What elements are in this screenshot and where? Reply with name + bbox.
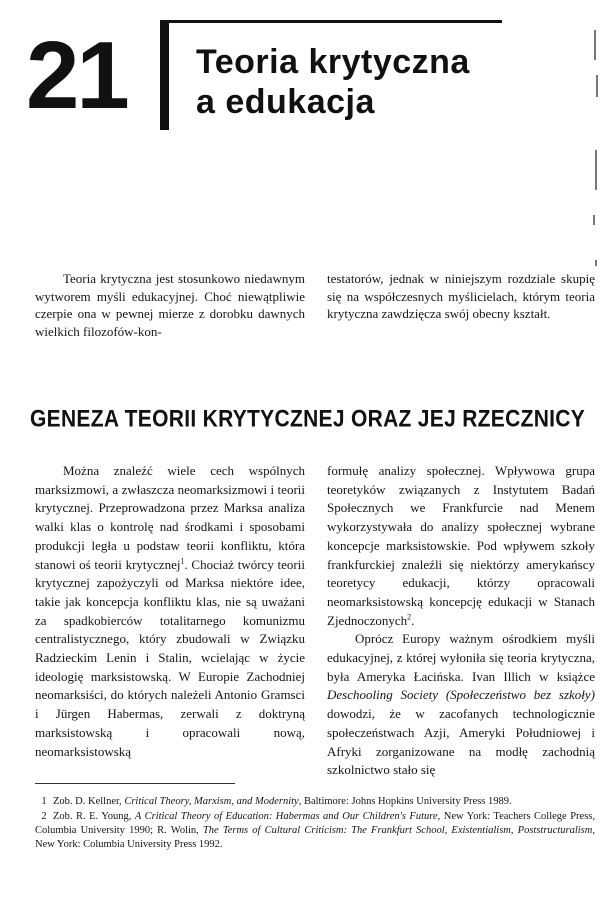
footnote-1-number: 1 xyxy=(41,796,47,807)
chapter-number: 21 xyxy=(26,22,127,129)
intro-left-column xyxy=(35,270,305,340)
body-paragraph-1-end-period: . xyxy=(411,612,415,628)
title-frame-horizontal xyxy=(160,20,502,23)
footnote-2-title-2: The Terms of Cultural Criticism: The Frankfurt School, Existentialism, Poststructuralism xyxy=(202,825,593,836)
footnote-2-pre: Zob. R. E. Young, xyxy=(53,811,135,822)
intro-paragraph-end: testatorów, jednak w niniejszym rozdziale skupię się na współczesnych myślicielach, którym teoria krytyczna zawdzięcza swój obecny kształt. xyxy=(327,271,595,321)
intro-paragraph-start: Teoria krytyczna jest stosunkowo niedawnym wytworem myśli edukacyjnej. Choć niewątpliwie czerpie ona w pewnej mierze z dorobku dawnych wielkich filozofów-kon- xyxy=(35,271,305,339)
footnotes xyxy=(35,795,595,853)
footnote-1-post: , Baltimore: Johns Hopkins University Press 1989. xyxy=(298,796,512,807)
chapter-title-line-2: a edukacja xyxy=(196,83,375,121)
scan-margin-marks xyxy=(590,30,604,290)
body-paragraph-1-continued: . Chociaż twórcy teorii krytycznej zapożyczyli od Marksa niektóre idee, takie jak koncepcja konfliktu klas, nie są uważani za spadkobierców totalitarnego komunizmu centralistycznego, który zbudowali w Związku Radzieckim Lenin i Stalin, wcielając w życie ideologię marksistowską. W Europie Zachodniej neomarksiści, do których należeli Antonio Gramsci i Jürgen Habermas, zerwali z doktryną marksistowską i opracowali nową, neomarksistowską xyxy=(35,556,305,759)
title-frame-vertical xyxy=(160,20,169,130)
footnote-2-post-2: , New York: Columbia University Press 1992. xyxy=(35,825,595,850)
footnote-ref-1: 1 xyxy=(180,556,185,566)
book-title-deschooling: Deschooling Society (Społeczeństwo bez szkoły) xyxy=(327,687,595,703)
footnote-1-pre: Zob. D. Kellner, xyxy=(53,796,125,807)
chapter-title-line-1: Teoria krytyczna xyxy=(196,43,470,81)
chapter-title xyxy=(196,42,470,122)
footnote-2 xyxy=(35,810,595,852)
footnote-1 xyxy=(35,795,595,809)
body-paragraph-1 xyxy=(35,462,305,761)
footnote-rule xyxy=(35,783,235,784)
body-paragraph-1-end-text: formułę analizy społecznej. Wpływowa grupa teoretyków związanych z Instytutem Badań Społecznych we Frankfurcie nad Menem wykorzystywała do analizy społecznej wybrane koncepcje marksistowskie. Pod wpływem szkoły frankfurckiej znaleźli się niektórzy amerykańscy teoretycy edukacji, którzy opracowali neomarksistowską koncepcję edukacji w Stanach Zjednoczonych xyxy=(327,463,595,628)
body-paragraph-1-end xyxy=(327,462,595,630)
intro-right-column xyxy=(327,270,595,323)
body-paragraph-2 xyxy=(327,630,595,780)
footnote-ref-2: 2 xyxy=(407,612,412,622)
footnote-2-title: A Critical Theory of Education: Habermas and Our Children's Future xyxy=(134,811,438,822)
body-paragraph-1-text: Można znaleźć wiele cech wspólnych marksizmowi, a zwłaszcza neomarksizmowi i teorii krytycznej. Przeprowadzona przez Marksa analiza walki klas o kontrolę nad środkami i sposobami produkcji legła u podstaw teorii konfliktu, która stanowi oś teorii krytycznej xyxy=(35,463,305,572)
body-paragraph-2-text-a: Oprócz Europy ważnym ośrodkiem myśli edukacyjnej, z której wyłoniła się teoria krytyczna, była Ameryka Łacińska. Ivan Illich w książce xyxy=(327,631,595,684)
footnote-1-title: Critical Theory, Marxism, and Modernity xyxy=(124,796,299,807)
footnote-2-post: , New York: Teachers College Press, Columbia University 1990; R. Wolin, xyxy=(35,811,595,836)
footnote-2-number: 2 xyxy=(41,811,47,822)
section-heading: GENEZA TEORII KRYTYCZNEJ ORAZ JEJ RZECZNICY xyxy=(30,406,586,433)
body-right-column xyxy=(327,462,595,780)
body-paragraph-2-text-b: dowodzi, że w zacofanych technologicznie społeczeństwach Azji, Ameryki Południowej i Afryki zorganizowane na modłę zachodnią szkolnictwo stało się xyxy=(327,706,595,778)
body-left-column xyxy=(35,462,305,761)
